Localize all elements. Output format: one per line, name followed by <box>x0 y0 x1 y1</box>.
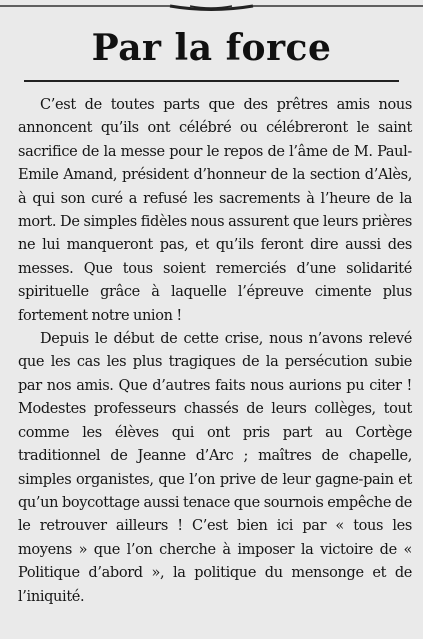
title-divider <box>24 80 399 82</box>
decorative-rule-ornament <box>0 2 423 16</box>
article-title: Par la force <box>91 27 332 69</box>
article-paragraph: C’est de toutes parts que des prêtres amis nous annoncent qu’ils ont célébré ou célébreront le saint sacrifice de la messe pour le repos de l’âme de M. Paul-Emile Amand, président d’honneur de la section d’Alès, à qui son curé a refusé les sacrements à l’heure de la mort. De simples fidèles nous assurent que leurs prières ne lui manqueront pas, et qu’ils feront dire aussi des messes. Que tous soient remerciés d’une solidarité spirituelle grâce à laquelle l’épreuve cimente plus fortement notre union ! <box>18 97 412 324</box>
article-body <box>18 94 412 609</box>
article-paragraph: Depuis le début de cette crise, nous n’avons relevé que les cas les plus tragiques de la persécution subie par nos amis. Que d’autres faits nous aurions pu citer ! Modestes professeurs chassés de leurs collèges, tout comme les élèves qui ont pris part au Cortège traditionnel de Jeanne d’Arc ; maîtres de chapelle, simples organistes, que l’on prive de leur gagne-pain et qu’un boycottage aussi tenace que sournois empêche de le retrouver ailleurs ! C’est bien ici par « tous les moyens » que l’on cherche à imposer la victoire de « Politique d’abord », la politique du mensonge et de l’iniquité. <box>18 331 412 605</box>
